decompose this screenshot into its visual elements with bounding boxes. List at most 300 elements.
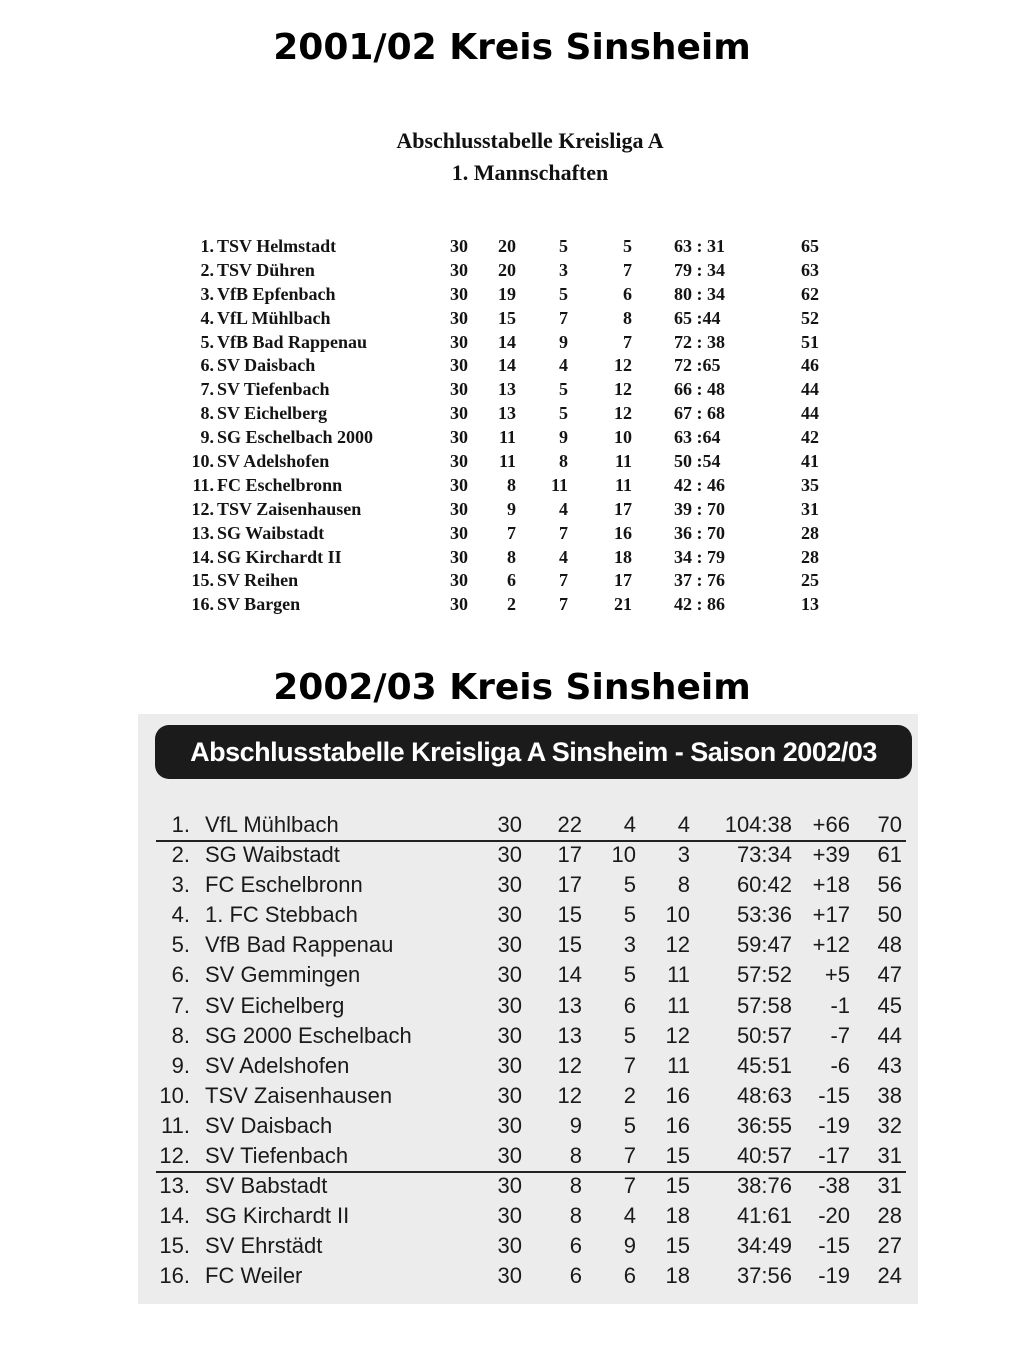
goals-cell: 104:38 — [724, 812, 792, 837]
table-row — [180, 427, 840, 451]
drawn-cell: 5 — [623, 1112, 636, 1138]
won-cell: 22 — [557, 812, 582, 837]
won-cell: 9 — [569, 1112, 582, 1138]
won-cell: 15 — [498, 307, 516, 328]
goal-diff-cell: +5 — [824, 962, 850, 988]
points-cell: 62 — [801, 283, 819, 304]
points-cell: 61 — [877, 842, 902, 868]
table-row — [138, 1022, 918, 1052]
drawn-cell: 4 — [559, 546, 568, 567]
won-cell: 15 — [557, 932, 582, 958]
table-row — [138, 1142, 918, 1172]
goal-diff-cell: -6 — [830, 1052, 850, 1078]
goals-cell: 59:47 — [736, 932, 792, 958]
games-cell: 30 — [497, 1082, 522, 1108]
won-cell: 8 — [569, 1173, 582, 1199]
team-name: SV Babstadt — [205, 1173, 328, 1199]
points-cell: 44 — [877, 1022, 902, 1048]
goals-cell: 50 :54 — [674, 451, 721, 472]
drawn-cell: 6 — [623, 992, 636, 1018]
games-cell: 30 — [450, 307, 468, 328]
points-cell: 31 — [877, 1173, 902, 1199]
drawn-cell: 7 — [559, 522, 568, 543]
rank-cell: 5. — [171, 932, 190, 958]
lost-cell: 10 — [614, 427, 632, 448]
table-row — [180, 260, 840, 284]
points-cell: 25 — [801, 570, 819, 591]
table-row — [180, 236, 840, 260]
games-cell: 30 — [497, 1263, 522, 1289]
points-cell: 32 — [877, 1112, 902, 1138]
table-row — [180, 570, 840, 594]
table-row — [138, 1172, 918, 1202]
goal-diff-cell: -20 — [818, 1203, 850, 1229]
goals-cell: 37:56 — [736, 1263, 792, 1289]
rank-cell: 3. — [200, 283, 214, 304]
team-name: SV Bargen — [217, 594, 301, 615]
lost-cell: 12 — [665, 1022, 690, 1048]
drawn-cell: 7 — [623, 1143, 636, 1169]
drawn-cell: 7 — [559, 307, 568, 328]
drawn-cell: 9 — [559, 427, 568, 448]
rank-cell: 9. — [171, 1052, 190, 1078]
goal-diff-cell: -1 — [830, 992, 850, 1018]
goal-diff-cell: -17 — [818, 1143, 850, 1169]
drawn-cell: 5 — [559, 379, 568, 400]
season1-table-title: Abschlusstabelle Kreisliga A — [396, 128, 664, 153]
points-cell: 52 — [801, 307, 819, 328]
rank-cell: 7. — [171, 992, 190, 1018]
rank-cell: 14. — [159, 1203, 190, 1229]
lost-cell: 12 — [614, 379, 632, 400]
lost-cell: 8 — [623, 307, 632, 328]
lost-cell: 6 — [623, 283, 632, 304]
rank-cell: 6. — [171, 962, 190, 988]
won-cell: 17 — [557, 842, 582, 868]
table-row — [138, 1232, 918, 1262]
goals-cell: 48:63 — [736, 1082, 792, 1108]
drawn-cell: 4 — [623, 1203, 636, 1229]
games-cell: 30 — [450, 427, 468, 448]
lost-cell: 12 — [665, 932, 690, 958]
points-cell: 51 — [801, 331, 819, 352]
team-name: SV Daisbach — [217, 355, 316, 376]
goal-diff-cell: -7 — [830, 1022, 850, 1048]
lost-cell: 3 — [677, 842, 690, 868]
team-name: SV Tiefenbach — [205, 1143, 349, 1169]
games-cell: 30 — [497, 1233, 522, 1259]
won-cell: 13 — [498, 379, 516, 400]
team-name: VfL Mühlbach — [205, 812, 339, 837]
games-cell: 30 — [497, 1112, 522, 1138]
team-name: SV Tiefenbach — [217, 379, 330, 400]
lost-cell: 15 — [665, 1173, 690, 1199]
goals-cell: 42 : 46 — [674, 474, 725, 495]
lost-cell: 10 — [665, 902, 690, 928]
points-cell: 65 — [801, 236, 819, 256]
goals-cell: 36 : 70 — [674, 522, 725, 543]
points-cell: 46 — [801, 355, 819, 376]
rank-cell: 6. — [200, 355, 214, 376]
lost-cell: 18 — [665, 1263, 690, 1289]
lost-cell: 16 — [665, 1112, 690, 1138]
rank-cell: 8. — [200, 403, 214, 424]
table-row — [138, 1112, 918, 1142]
lost-cell: 17 — [614, 570, 632, 591]
team-name: SG Waibstadt — [205, 842, 340, 868]
won-cell: 6 — [507, 570, 516, 591]
table-row — [180, 547, 840, 571]
points-cell: 28 — [877, 1203, 902, 1229]
drawn-cell: 10 — [611, 842, 636, 868]
team-name: SV Eichelberg — [217, 403, 328, 424]
games-cell: 30 — [497, 932, 522, 958]
games-cell: 30 — [497, 812, 522, 837]
won-cell: 13 — [498, 403, 516, 424]
goals-cell: 66 : 48 — [674, 379, 725, 400]
points-cell: 13 — [801, 594, 819, 615]
team-name: SV Gemmingen — [205, 962, 361, 988]
points-cell: 44 — [801, 403, 819, 424]
team-name: TSV Helmstadt — [217, 236, 337, 256]
rank-cell: 13. — [159, 1173, 190, 1199]
goal-diff-cell: +17 — [812, 902, 850, 928]
won-cell: 8 — [569, 1203, 582, 1229]
won-cell: 19 — [498, 283, 516, 304]
drawn-cell: 4 — [559, 498, 568, 519]
won-cell: 17 — [557, 872, 582, 898]
table-row — [180, 523, 840, 547]
drawn-cell: 7 — [623, 1173, 636, 1199]
goals-cell: 45:51 — [736, 1052, 792, 1078]
games-cell: 30 — [497, 992, 522, 1018]
table-row — [138, 841, 918, 871]
points-cell: 70 — [877, 812, 902, 837]
won-cell: 6 — [569, 1263, 582, 1289]
table-row — [180, 284, 840, 308]
table-row — [138, 931, 918, 961]
team-name: TSV Zaisenhausen — [217, 498, 362, 519]
points-cell: 47 — [877, 962, 902, 988]
won-cell: 11 — [498, 427, 516, 448]
won-cell: 7 — [507, 522, 516, 543]
goal-diff-cell: +66 — [812, 812, 850, 837]
drawn-cell: 11 — [550, 474, 568, 495]
goals-cell: 73:34 — [736, 842, 792, 868]
lost-cell: 11 — [667, 1052, 690, 1078]
team-name: SG Kirchardt II — [217, 546, 342, 567]
table-row — [138, 992, 918, 1022]
team-name: TSV Dühren — [217, 259, 315, 280]
team-name: TSV Zaisenhausen — [205, 1082, 393, 1108]
rank-cell: 1. — [171, 812, 190, 837]
team-name: FC Weiler — [205, 1263, 303, 1289]
team-name: SG Kirchardt II — [205, 1203, 350, 1229]
goal-diff-cell: +12 — [812, 932, 850, 958]
won-cell: 20 — [498, 259, 516, 280]
team-name: SV Adelshofen — [205, 1052, 350, 1078]
goals-cell: 34:49 — [736, 1233, 792, 1259]
team-name: SG Waibstadt — [217, 522, 325, 543]
team-name: SV Eichelberg — [205, 992, 345, 1018]
rank-cell: 16. — [191, 594, 214, 615]
lost-cell: 15 — [665, 1143, 690, 1169]
goals-cell: 42 : 86 — [674, 594, 725, 615]
games-cell: 30 — [450, 451, 468, 472]
table-row — [180, 403, 840, 427]
games-cell: 30 — [450, 546, 468, 567]
drawn-cell: 7 — [623, 1052, 636, 1078]
points-cell: 50 — [877, 902, 902, 928]
games-cell: 30 — [450, 474, 468, 495]
goal-diff-cell: +39 — [812, 842, 850, 868]
goals-cell: 67 : 68 — [674, 403, 725, 424]
won-cell: 14 — [557, 962, 582, 988]
games-cell: 30 — [497, 962, 522, 988]
team-name: VfB Epfenbach — [217, 283, 336, 304]
season2-heading: 2002/03 Kreis Sinsheim — [273, 667, 751, 708]
lost-cell: 7 — [623, 331, 632, 352]
table-row — [180, 475, 840, 499]
drawn-cell: 5 — [623, 1022, 636, 1048]
goals-cell: 34 : 79 — [674, 546, 725, 567]
games-cell: 30 — [497, 872, 522, 898]
drawn-cell: 5 — [623, 872, 636, 898]
rank-cell: 15. — [159, 1233, 190, 1259]
season2-title-banner — [155, 725, 912, 779]
table-row — [138, 1202, 918, 1232]
won-cell: 12 — [557, 1052, 582, 1078]
games-cell: 30 — [450, 331, 468, 352]
lost-cell: 16 — [665, 1082, 690, 1108]
goals-cell: 63 :64 — [674, 427, 721, 448]
games-cell: 30 — [497, 1173, 522, 1199]
lost-cell: 11 — [614, 474, 632, 495]
team-name: VfB Bad Rappenau — [205, 932, 394, 958]
table-row — [138, 961, 918, 991]
points-cell: 28 — [801, 546, 819, 567]
rank-cell: 11. — [192, 474, 214, 495]
team-name: VfB Bad Rappenau — [217, 331, 368, 352]
goals-cell: 72 : 38 — [674, 331, 725, 352]
rank-cell: 14. — [191, 546, 214, 567]
won-cell: 12 — [557, 1082, 582, 1108]
rank-cell: 12. — [191, 498, 214, 519]
lost-cell: 15 — [665, 1233, 690, 1259]
rank-cell: 2. — [171, 842, 190, 868]
points-cell: 42 — [801, 427, 819, 448]
season1-heading: 2001/02 Kreis Sinsheim — [273, 27, 751, 68]
goals-cell: 36:55 — [736, 1112, 792, 1138]
lost-cell: 11 — [667, 992, 690, 1018]
drawn-cell: 5 — [559, 403, 568, 424]
table-row — [138, 901, 918, 931]
goals-cell: 37 : 76 — [674, 570, 725, 591]
won-cell: 20 — [498, 236, 516, 256]
goals-cell: 57:58 — [736, 992, 792, 1018]
goal-diff-cell: -15 — [818, 1082, 850, 1108]
points-cell: 38 — [877, 1082, 902, 1108]
games-cell: 30 — [497, 1022, 522, 1048]
table-row — [180, 332, 840, 356]
won-cell: 8 — [507, 546, 516, 567]
season1-table-rows — [180, 236, 840, 618]
drawn-cell: 7 — [559, 570, 568, 591]
games-cell: 30 — [450, 355, 468, 376]
points-cell: 27 — [877, 1233, 902, 1259]
goals-cell: 79 : 34 — [674, 259, 725, 280]
team-name: SV Daisbach — [205, 1112, 333, 1138]
games-cell: 30 — [497, 902, 522, 928]
goals-cell: 60:42 — [736, 872, 792, 898]
lost-cell: 12 — [614, 355, 632, 376]
goals-cell: 38:76 — [736, 1173, 792, 1199]
lost-cell: 4 — [677, 812, 690, 837]
team-name: 1. FC Stebbach — [205, 902, 358, 928]
rank-cell: 15. — [191, 570, 214, 591]
won-cell: 14 — [498, 331, 516, 352]
goals-cell: 72 :65 — [674, 355, 721, 376]
goals-cell: 39 : 70 — [674, 498, 725, 519]
rank-cell: 16. — [159, 1263, 190, 1289]
games-cell: 30 — [450, 379, 468, 400]
rank-cell: 2. — [200, 259, 214, 280]
goals-cell: 41:61 — [736, 1203, 792, 1229]
games-cell: 30 — [450, 570, 468, 591]
rank-cell: 10. — [191, 451, 214, 472]
drawn-cell: 6 — [623, 1263, 636, 1289]
won-cell: 13 — [557, 1022, 582, 1048]
drawn-cell: 5 — [559, 236, 568, 256]
rank-cell: 9. — [200, 427, 214, 448]
lost-cell: 5 — [623, 236, 632, 256]
goals-cell: 50:57 — [736, 1022, 792, 1048]
drawn-cell: 3 — [559, 259, 568, 280]
games-cell: 30 — [450, 259, 468, 280]
goal-diff-cell: -19 — [818, 1263, 850, 1289]
drawn-cell: 3 — [623, 932, 636, 958]
lost-cell: 17 — [614, 498, 632, 519]
goals-cell: 63 : 31 — [674, 236, 725, 256]
games-cell: 30 — [497, 1143, 522, 1169]
points-cell: 24 — [877, 1263, 902, 1289]
rank-cell: 8. — [171, 1022, 190, 1048]
table-row — [138, 871, 918, 901]
won-cell: 13 — [557, 992, 582, 1018]
won-cell: 14 — [498, 355, 516, 376]
lost-cell: 12 — [614, 403, 632, 424]
lost-cell: 18 — [614, 546, 632, 567]
won-cell: 11 — [498, 451, 516, 472]
rank-cell: 1. — [200, 236, 214, 256]
team-name: SG 2000 Eschelbach — [205, 1022, 412, 1048]
season1-table-subtitle: 1. Mannschaften — [451, 160, 609, 185]
season2-table-rows — [138, 811, 918, 1293]
drawn-cell: 4 — [623, 812, 636, 837]
drawn-cell: 5 — [559, 283, 568, 304]
won-cell: 2 — [507, 594, 516, 615]
lost-cell: 11 — [614, 451, 632, 472]
points-cell: 44 — [801, 379, 819, 400]
games-cell: 30 — [497, 842, 522, 868]
team-name: VfL Mühlbach — [217, 307, 331, 328]
rank-cell: 5. — [200, 331, 214, 352]
won-cell: 9 — [507, 498, 516, 519]
won-cell: 6 — [569, 1233, 582, 1259]
won-cell: 15 — [557, 902, 582, 928]
goals-cell: 53:36 — [736, 902, 792, 928]
goals-cell: 57:52 — [736, 962, 792, 988]
table-row — [180, 499, 840, 523]
games-cell: 30 — [450, 522, 468, 543]
goal-diff-cell: -19 — [818, 1112, 850, 1138]
lost-cell: 16 — [614, 522, 632, 543]
drawn-cell: 8 — [559, 451, 568, 472]
won-cell: 8 — [569, 1143, 582, 1169]
team-name: SV Ehrstädt — [205, 1233, 323, 1259]
team-name: SV Adelshofen — [217, 451, 330, 472]
games-cell: 30 — [497, 1203, 522, 1229]
points-cell: 31 — [877, 1143, 902, 1169]
rank-cell: 13. — [191, 522, 214, 543]
table-row — [138, 1052, 918, 1082]
table-row — [180, 594, 840, 618]
lost-cell: 21 — [614, 594, 632, 615]
table-row — [180, 379, 840, 403]
games-cell: 30 — [450, 283, 468, 304]
points-cell: 35 — [801, 474, 819, 495]
lost-cell: 18 — [665, 1203, 690, 1229]
drawn-cell: 7 — [559, 594, 568, 615]
games-cell: 30 — [450, 403, 468, 424]
rank-cell: 11. — [161, 1112, 190, 1138]
points-cell: 31 — [801, 498, 819, 519]
drawn-cell: 9 — [559, 331, 568, 352]
season2-table-title: Abschlusstabelle Kreisliga A Sinsheim - Saison 2002/03 — [190, 737, 877, 767]
lost-cell: 7 — [623, 259, 632, 280]
rank-cell: 4. — [200, 307, 214, 328]
team-name: SG Eschelbach 2000 — [217, 427, 374, 448]
lost-cell: 11 — [667, 962, 690, 988]
team-name: SV Reihen — [217, 570, 299, 591]
drawn-cell: 5 — [623, 902, 636, 928]
rank-cell: 7. — [200, 379, 214, 400]
won-cell: 8 — [507, 474, 516, 495]
table-row — [180, 451, 840, 475]
points-cell: 56 — [877, 872, 902, 898]
team-name: FC Eschelbronn — [217, 474, 343, 495]
season1-table-scan — [180, 118, 840, 624]
team-name: FC Eschelbronn — [205, 872, 363, 898]
table-row — [138, 811, 918, 841]
rank-cell: 4. — [171, 902, 190, 928]
table-row — [180, 308, 840, 332]
goals-cell: 80 : 34 — [674, 283, 725, 304]
points-cell: 41 — [801, 451, 819, 472]
season2-table-scan — [138, 714, 918, 1304]
games-cell: 30 — [450, 498, 468, 519]
lost-cell: 8 — [677, 872, 690, 898]
goals-cell: 65 :44 — [674, 307, 721, 328]
drawn-cell: 4 — [559, 355, 568, 376]
games-cell: 30 — [450, 594, 468, 615]
rank-cell: 3. — [171, 872, 190, 898]
points-cell: 28 — [801, 522, 819, 543]
points-cell: 48 — [877, 932, 902, 958]
goal-diff-cell: -38 — [818, 1173, 850, 1199]
games-cell: 30 — [450, 236, 468, 256]
points-cell: 63 — [801, 259, 819, 280]
